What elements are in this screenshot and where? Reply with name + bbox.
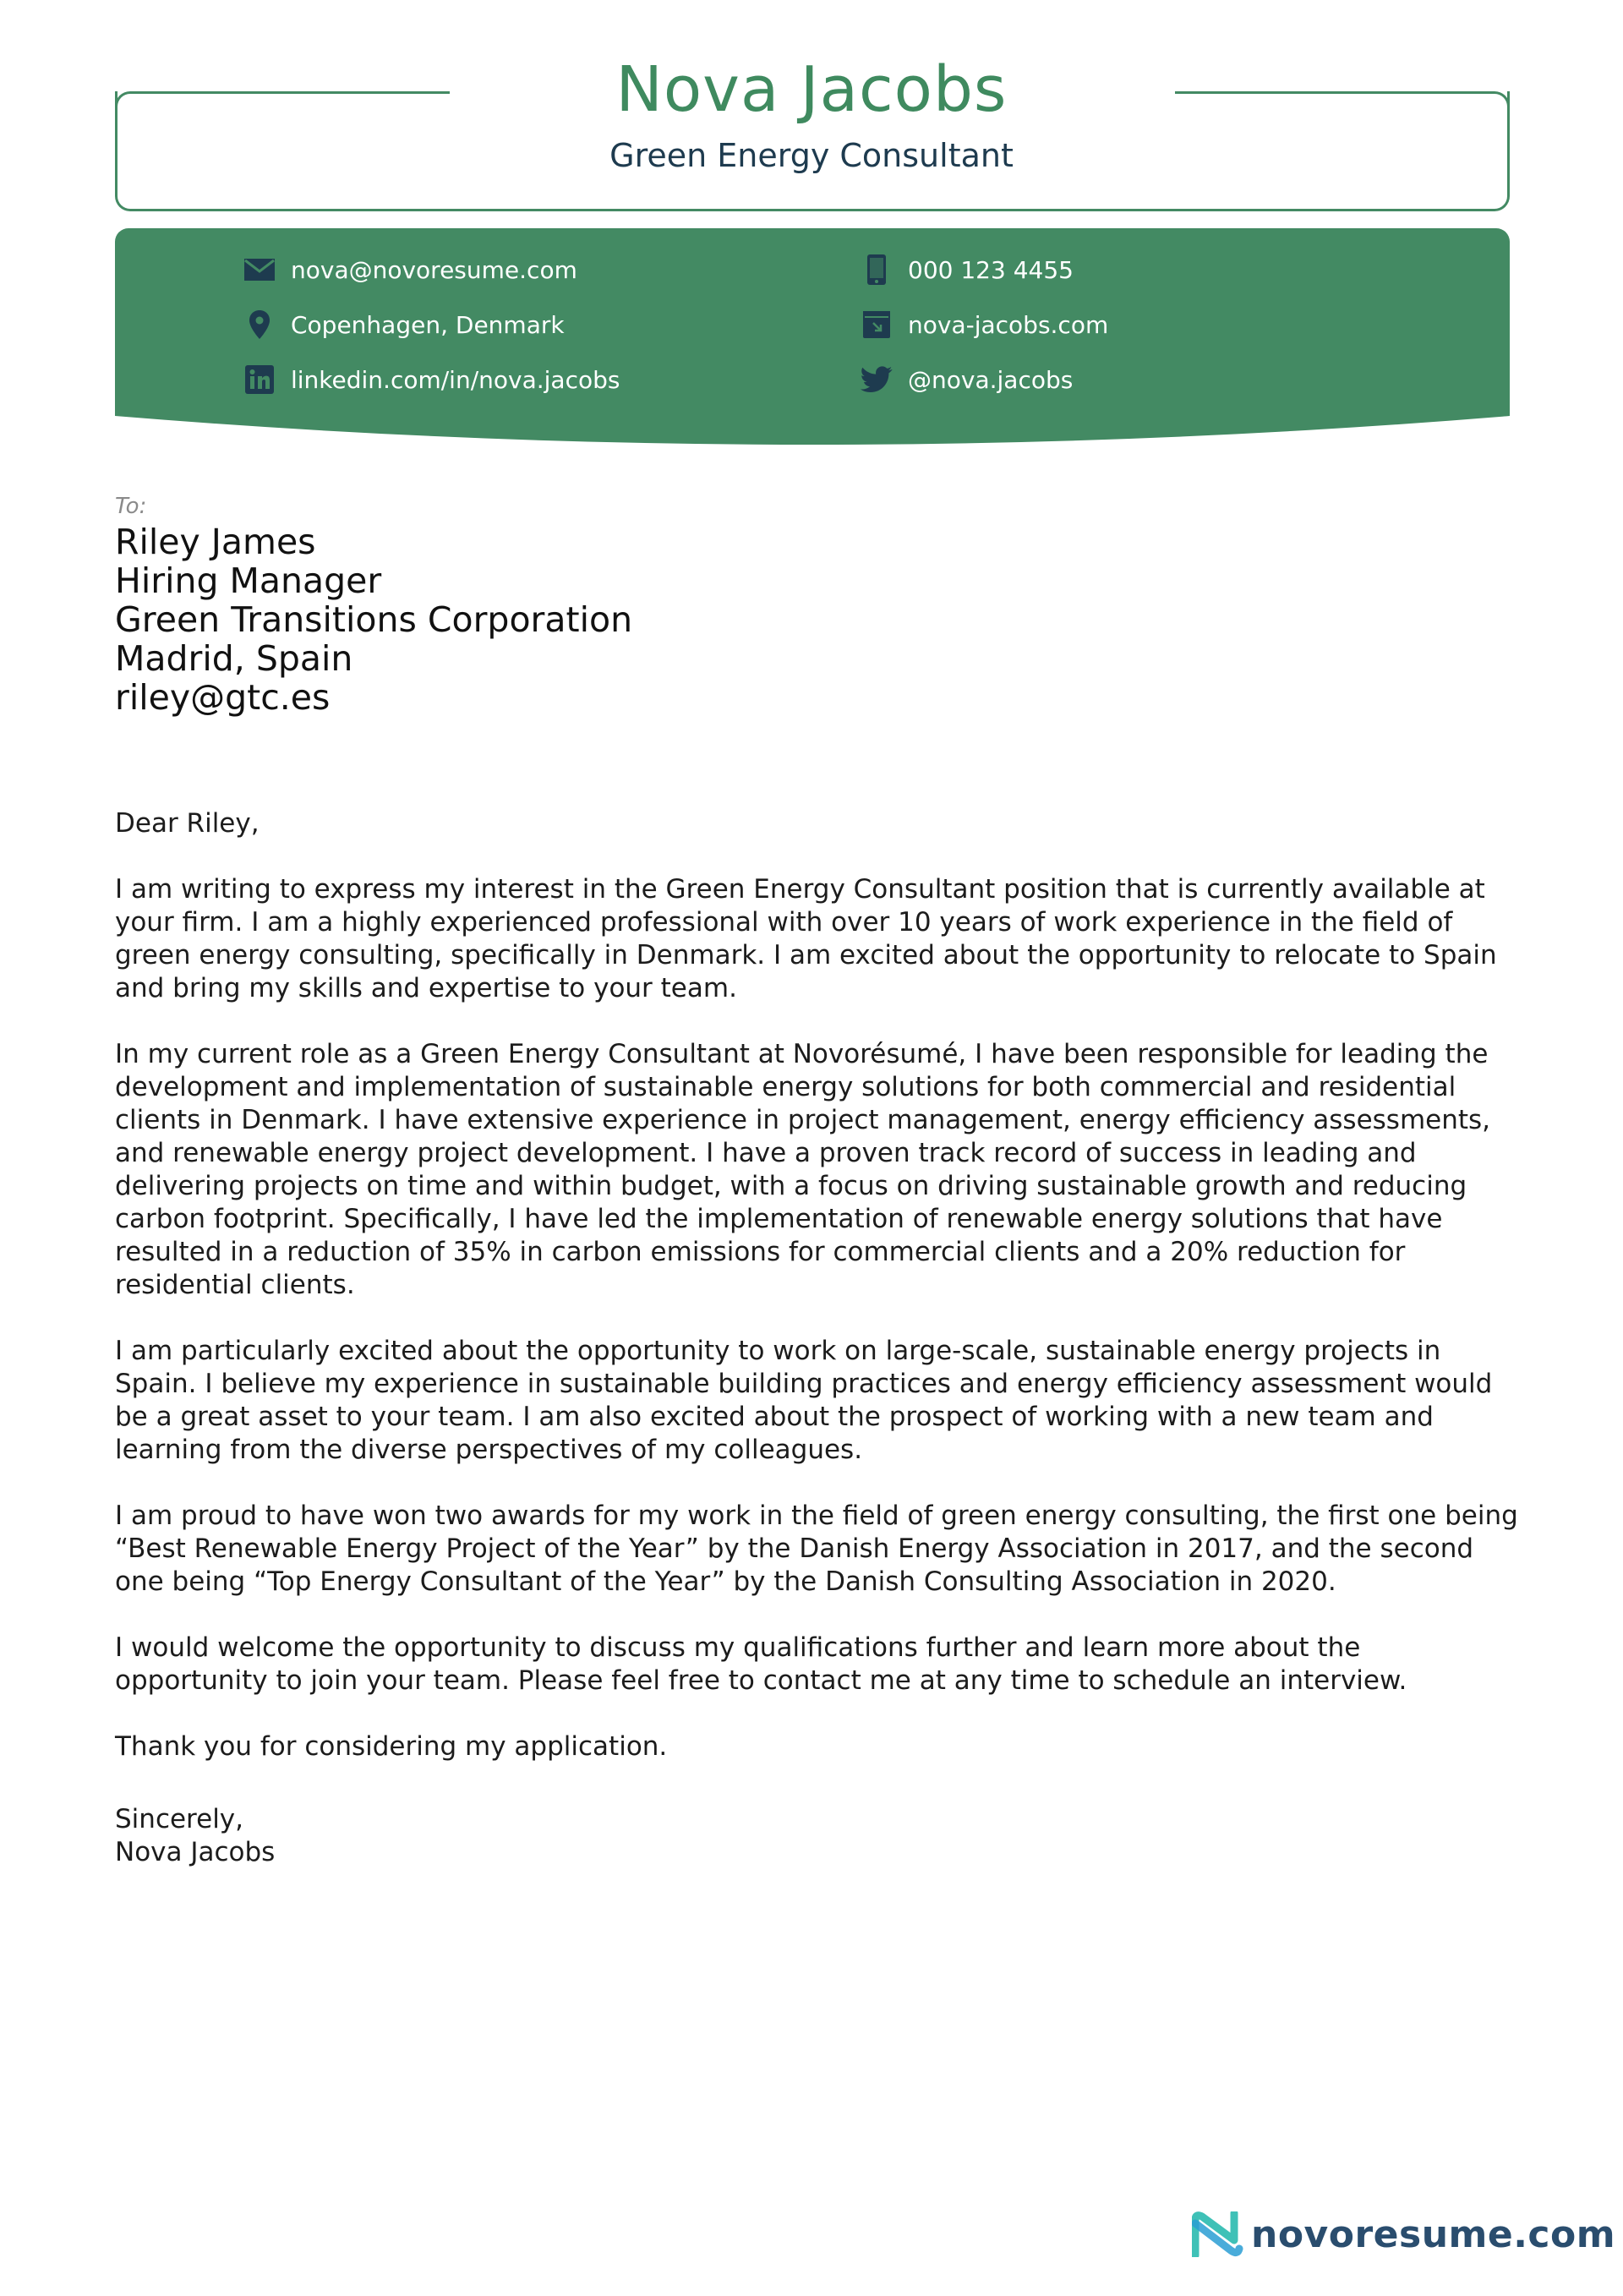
applicant-job-title: Green Energy Consultant	[609, 137, 1014, 174]
contact-location	[242, 308, 565, 342]
recipient-block	[115, 522, 632, 717]
contact-phone-text: 000 123 4455	[908, 255, 1074, 284]
contact-website-text: nova-jacobs.com	[908, 310, 1109, 339]
contact-phone[interactable]	[859, 253, 1074, 287]
novoresume-logo-text: novoresume.com	[1251, 2212, 1616, 2256]
recipient-role: Hiring Manager	[115, 560, 382, 601]
contact-email-text: nova@novoresume.com	[291, 255, 577, 284]
contact-twitter-text: @nova.jacobs	[908, 365, 1074, 394]
novoresume-logo[interactable]	[1192, 2211, 1615, 2257]
contact-location-text: Copenhagen, Denmark	[291, 310, 565, 339]
linkedin-icon	[242, 363, 277, 396]
applicant-name: Nova Jacobs	[615, 53, 1008, 126]
letter-paragraph: Thank you for considering my application.	[115, 1731, 668, 1762]
contact-linkedin-text: linkedin.com/in/nova.jacobs	[291, 365, 620, 394]
letter-paragraph: I am particularly excited about the opportunity to work on large-scale, sustainable energy projects in Spain. I believe my experience in sustainable building practices and energy efficiency assessment would be a great asset to your team. I am also excited about the prospect of working with a new team and learning from the diverse perspectives of my colleagues.	[115, 1336, 1493, 1465]
contact-email[interactable]	[242, 253, 577, 287]
letter-paragraph: In my current role as a Green Energy Consultant at Novorésumé, I have been responsible for leading the development and implementation of sustainable energy solutions for both commercial and residential clients in Denmark. I have extensive experience in project management, energy efficiency assessments, and renewable energy project development. I have a proven track record of success in leading and delivering projects on time and within budget, with a focus on driving sustainable growth and reducing carbon footprint. Specifically, I have led the implementation of renewable energy solutions that have resulted in a reduction of 35% in carbon emissions for commercial clients and a 20% reduction for residential clients.	[115, 1039, 1491, 1300]
sign-off: Sincerely,	[115, 1804, 244, 1834]
envelope-icon	[242, 253, 277, 287]
letter-body	[115, 807, 1518, 1796]
letter-closing	[115, 1803, 275, 1869]
contact-website[interactable]	[859, 308, 1108, 342]
map-pin-icon	[242, 308, 277, 342]
browser-link-icon	[859, 308, 894, 342]
recipient-email: riley@gtc.es	[115, 677, 331, 718]
letter-paragraph: I would welcome the opportunity to discuss my qualifications further and learn more about the opportunity to join your team. Please feel free to contact me at any time to schedule an interview.	[115, 1632, 1407, 1696]
letter-paragraph: I am proud to have won two awards for my work in the field of green energy consulting, the first one being “Best Renewable Energy Project of the Year” by the Danish Energy Association in 2017, and the second one being “Top Energy Consultant of the Year” by the Danish Consulting Association in 2020.	[115, 1501, 1518, 1597]
contact-linkedin[interactable]	[242, 363, 620, 396]
signature-name: Nova Jacobs	[115, 1837, 276, 1867]
letter-greeting: Dear Riley,	[115, 808, 260, 839]
recipient-name: Riley James	[115, 522, 316, 562]
recipient-city: Madrid, Spain	[115, 638, 353, 679]
contact-band-wave	[115, 397, 1510, 456]
recipient-label: To:	[115, 494, 147, 519]
twitter-icon	[859, 363, 894, 396]
letter-paragraph: I am writing to express my interest in the Green Energy Consultant position that is currently available at your firm. I am a highly experienced professional with over 10 years of work experience in the field of green energy consulting, specifically in Denmark. I am excited about the opportunity to relocate to Spain and bring my skills and expertise to your team.	[115, 874, 1497, 1003]
contact-twitter[interactable]	[859, 363, 1073, 396]
recipient-company: Green Transitions Corporation	[115, 599, 633, 640]
phone-icon	[859, 253, 894, 287]
novoresume-n-icon	[1192, 2211, 1244, 2257]
